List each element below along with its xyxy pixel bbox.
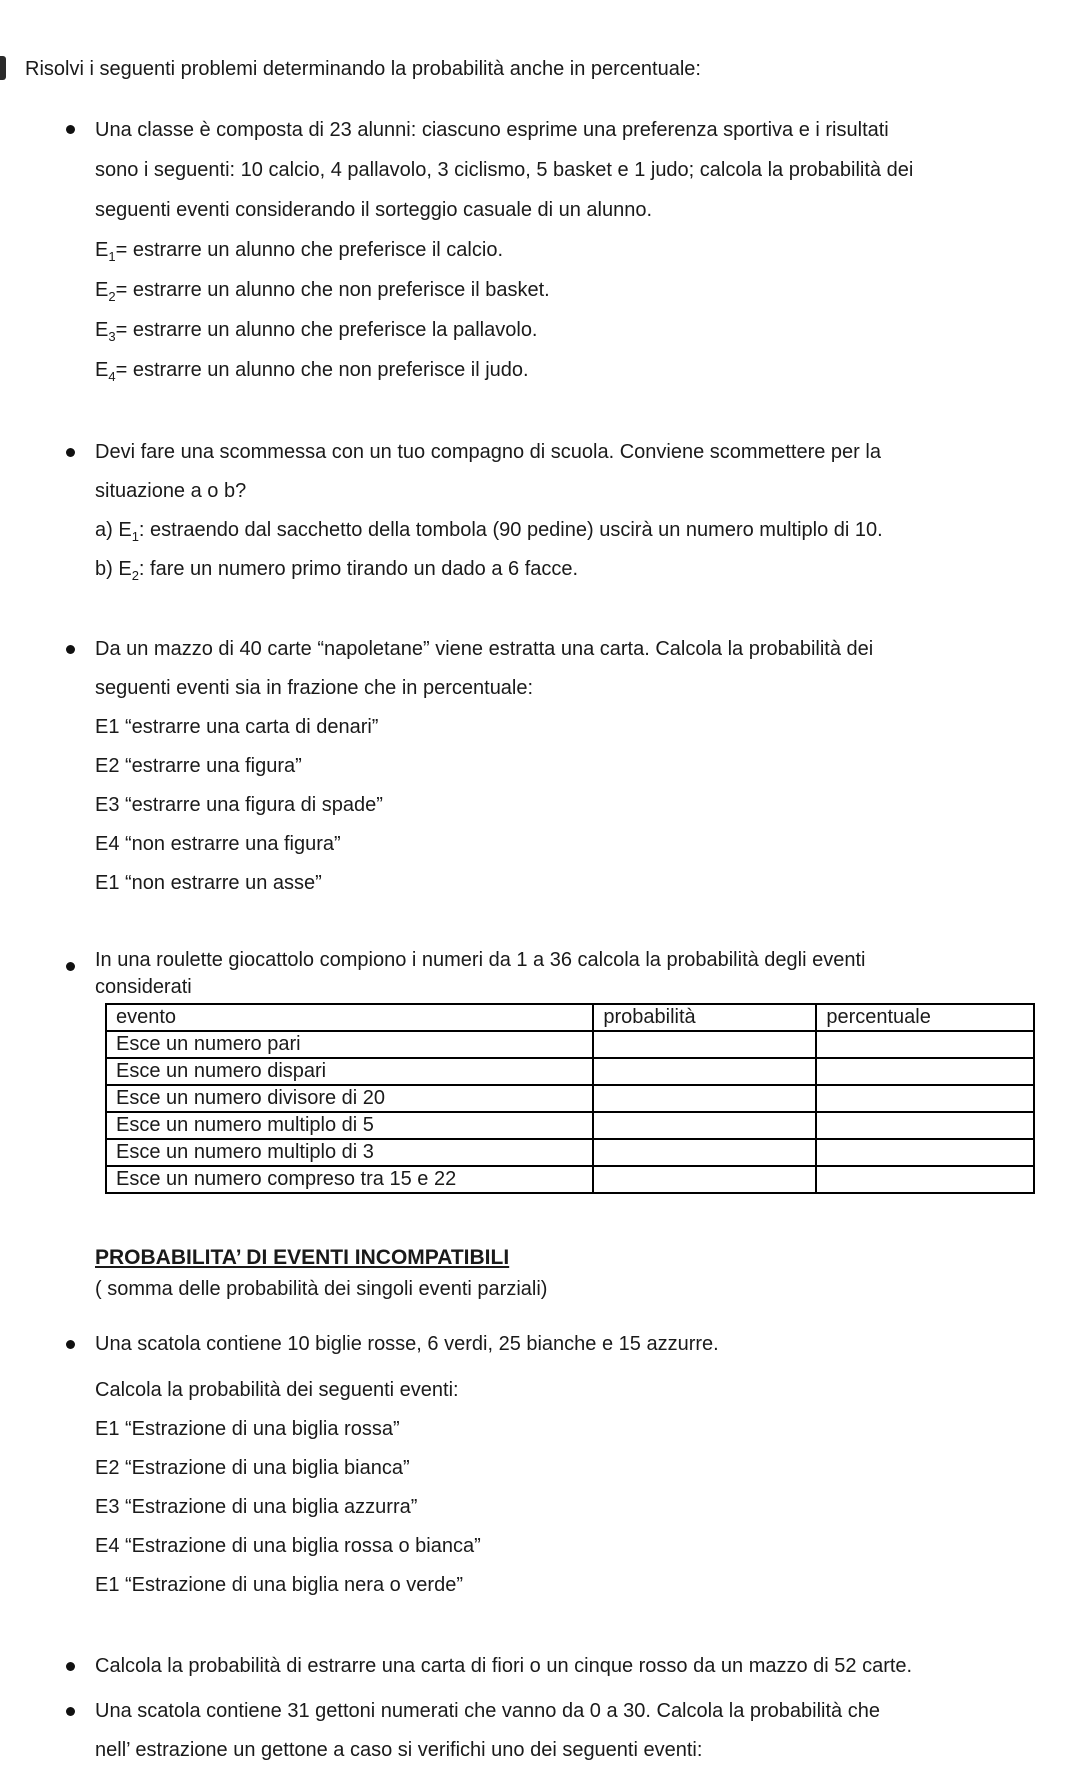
bullet-row bbox=[66, 630, 1080, 708]
problem-text bbox=[95, 110, 1080, 230]
event-line: E1 “Estrazione di una biglia rossa” bbox=[95, 1418, 400, 1440]
table-row bbox=[106, 1139, 1034, 1166]
event-line bbox=[95, 350, 1080, 390]
problem-neapolitan-cards bbox=[66, 630, 1080, 903]
bullet-marker bbox=[66, 1662, 75, 1671]
problem-marbles bbox=[66, 1325, 1080, 1605]
problem-line: considerati bbox=[95, 976, 192, 998]
problem-text bbox=[95, 433, 1080, 511]
event-cell: Esce un numero pari bbox=[106, 1031, 593, 1058]
option-label: b) E bbox=[95, 558, 132, 580]
bullet-marker bbox=[66, 962, 75, 971]
bullet-row bbox=[66, 110, 1080, 230]
event-subscript: 3 bbox=[108, 329, 116, 344]
table-row bbox=[106, 1085, 1034, 1112]
table-header-row bbox=[106, 1004, 1034, 1031]
event-label: E bbox=[95, 279, 109, 301]
probability-cell-empty bbox=[593, 1139, 816, 1166]
bullet-row bbox=[66, 1647, 1080, 1686]
event-subscript: 4 bbox=[108, 369, 116, 384]
event-line: E2 “estrarre una figura” bbox=[95, 755, 302, 777]
table-row bbox=[106, 1112, 1034, 1139]
bullet-marker bbox=[66, 1707, 75, 1716]
event-text: = estrarre un alunno che non preferisce il basket. bbox=[115, 279, 550, 301]
event-label: E bbox=[95, 319, 109, 341]
event-line: E4 “non estrarre una figura” bbox=[95, 833, 341, 855]
bullet-marker bbox=[66, 1340, 75, 1349]
percentage-cell-empty bbox=[816, 1031, 1034, 1058]
percentage-cell-empty bbox=[816, 1139, 1034, 1166]
event-cell: Esce un numero multiplo di 3 bbox=[106, 1139, 593, 1166]
event-subscript: 2 bbox=[108, 289, 116, 304]
table-row bbox=[106, 1166, 1034, 1193]
problem-text bbox=[95, 630, 1080, 708]
intro-text: Risolvi i seguenti problemi determinando la probabilità anche in percentuale: bbox=[25, 58, 701, 80]
event-line: E1 “non estrarre un asse” bbox=[95, 872, 322, 894]
event-text: = estrarre un alunno che preferisce la pallavolo. bbox=[115, 319, 538, 341]
problem-line: seguenti eventi considerando il sorteggio casuale di un alunno. bbox=[95, 199, 653, 221]
event-line: E2 “Estrazione di una biglia bianca” bbox=[95, 1457, 410, 1479]
header-probabilita: probabilità bbox=[593, 1004, 816, 1031]
event-text: = estrarre un alunno che non preferisce il judo. bbox=[115, 359, 529, 381]
problem-line: Da un mazzo di 40 carte “napoletane” viene estratta una carta. Calcola la probabilità dei bbox=[95, 638, 874, 660]
event-cell: Esce un numero divisore di 20 bbox=[106, 1085, 593, 1112]
bullet-row bbox=[66, 433, 1080, 511]
event-list bbox=[95, 1410, 1080, 1605]
problem-text bbox=[95, 1325, 1080, 1410]
header-percentuale: percentuale bbox=[816, 1004, 1034, 1031]
bullet-marker bbox=[66, 125, 75, 134]
problem-line: Una scatola contiene 10 biglie rosse, 6 verdi, 25 bianche e 15 azzurre. bbox=[95, 1333, 719, 1355]
event-line bbox=[95, 230, 1080, 270]
problem-text bbox=[95, 947, 1080, 1001]
problem-line: nell’ estrazione un gettone a caso si verifichi uno dei seguenti eventi: bbox=[95, 1739, 703, 1761]
option-line bbox=[95, 550, 1080, 589]
event-cell: Esce un numero compreso tra 15 e 22 bbox=[106, 1166, 593, 1193]
probability-cell-empty bbox=[593, 1166, 816, 1193]
problem-tokens bbox=[66, 1692, 1080, 1770]
problem-line: situazione a o b? bbox=[95, 480, 247, 502]
bullet-row bbox=[66, 947, 1080, 1001]
problem-line: In una roulette giocattolo compiono i numeri da 1 a 36 calcola la probabilità degli eventi bbox=[95, 949, 866, 971]
option-list bbox=[95, 511, 1080, 589]
problem-line: Calcola la probabilità di estrarre una carta di fiori o un cinque rosso da un mazzo di 52 carte. bbox=[95, 1655, 913, 1677]
event-line: E1 “Estrazione di una biglia nera o verde” bbox=[95, 1574, 463, 1596]
percentage-cell-empty bbox=[816, 1112, 1034, 1139]
event-line bbox=[95, 310, 1080, 350]
problem-line: sono i seguenti: 10 calcio, 4 pallavolo, 3 ciclismo, 5 basket e 1 judo; calcola la probabilità dei bbox=[95, 159, 914, 181]
problem-line: Una scatola contiene 31 gettoni numerati che vanno da 0 a 30. Calcola la probabilità che bbox=[95, 1700, 880, 1722]
roulette-table bbox=[105, 1003, 1035, 1194]
option-text: : estraendo dal sacchetto della tombola (90 pedine) uscirà un numero multiplo di 10. bbox=[138, 519, 883, 541]
section-subtitle: ( somma delle probabilità dei singoli eventi parziali) bbox=[95, 1278, 548, 1300]
event-text: = estrarre un alunno che preferisce il calcio. bbox=[115, 239, 503, 261]
event-subscript: 2 bbox=[131, 568, 139, 583]
bullet-marker bbox=[66, 645, 75, 654]
problem-line: Devi fare una scommessa con un tuo compagno di scuola. Conviene scommettere per la bbox=[95, 441, 881, 463]
probability-cell-empty bbox=[593, 1031, 816, 1058]
percentage-cell-empty bbox=[816, 1058, 1034, 1085]
event-label: E bbox=[95, 359, 109, 381]
option-line bbox=[95, 511, 1080, 550]
table-row bbox=[106, 1058, 1034, 1085]
event-line: E3 “estrarre una figura di spade” bbox=[95, 794, 383, 816]
event-list bbox=[95, 708, 1080, 903]
table-row bbox=[106, 1031, 1034, 1058]
event-cell: Esce un numero multiplo di 5 bbox=[106, 1112, 593, 1139]
problem-text bbox=[95, 1647, 1080, 1686]
probability-cell-empty bbox=[593, 1085, 816, 1112]
problem-text bbox=[95, 1692, 1080, 1770]
problem-line: Calcola la probabilità dei seguenti eventi: bbox=[95, 1379, 459, 1401]
event-line bbox=[95, 270, 1080, 310]
problem-roulette bbox=[66, 947, 1080, 1194]
bullet-row bbox=[66, 1325, 1080, 1410]
option-text: : fare un numero primo tirando un dado a 6 facce. bbox=[138, 558, 579, 580]
percentage-cell-empty bbox=[816, 1166, 1034, 1193]
event-line: E1 “estrarre una carta di denari” bbox=[95, 716, 379, 738]
event-line: E3 “Estrazione di una biglia azzurra” bbox=[95, 1496, 418, 1518]
event-subscript: 1 bbox=[108, 249, 116, 264]
event-list bbox=[95, 230, 1080, 390]
problem-line: Una classe è composta di 23 alunni: ciascuno esprime una preferenza sportiva e i risultati bbox=[95, 119, 889, 141]
event-cell: Esce un numero dispari bbox=[106, 1058, 593, 1085]
probability-cell-empty bbox=[593, 1112, 816, 1139]
event-line: E4 “Estrazione di una biglia rossa o bianca” bbox=[95, 1535, 481, 1557]
event-label: E bbox=[95, 239, 109, 261]
probability-cell-empty bbox=[593, 1058, 816, 1085]
bullet-marker bbox=[66, 448, 75, 457]
event-subscript: 1 bbox=[131, 529, 139, 544]
problem-clubs-or-red-five bbox=[66, 1647, 1080, 1686]
problem-bet bbox=[66, 433, 1080, 589]
problem-class-preference bbox=[66, 110, 1080, 390]
page-edge-artifact bbox=[0, 56, 6, 80]
percentage-cell-empty bbox=[816, 1085, 1034, 1112]
option-label: a) E bbox=[95, 519, 132, 541]
section-heading: PROBABILITA’ DI EVENTI INCOMPATIBILI bbox=[95, 1246, 510, 1269]
bullet-row bbox=[66, 1692, 1080, 1770]
problem-line: seguenti eventi sia in frazione che in percentuale: bbox=[95, 677, 534, 699]
header-evento: evento bbox=[106, 1004, 593, 1031]
